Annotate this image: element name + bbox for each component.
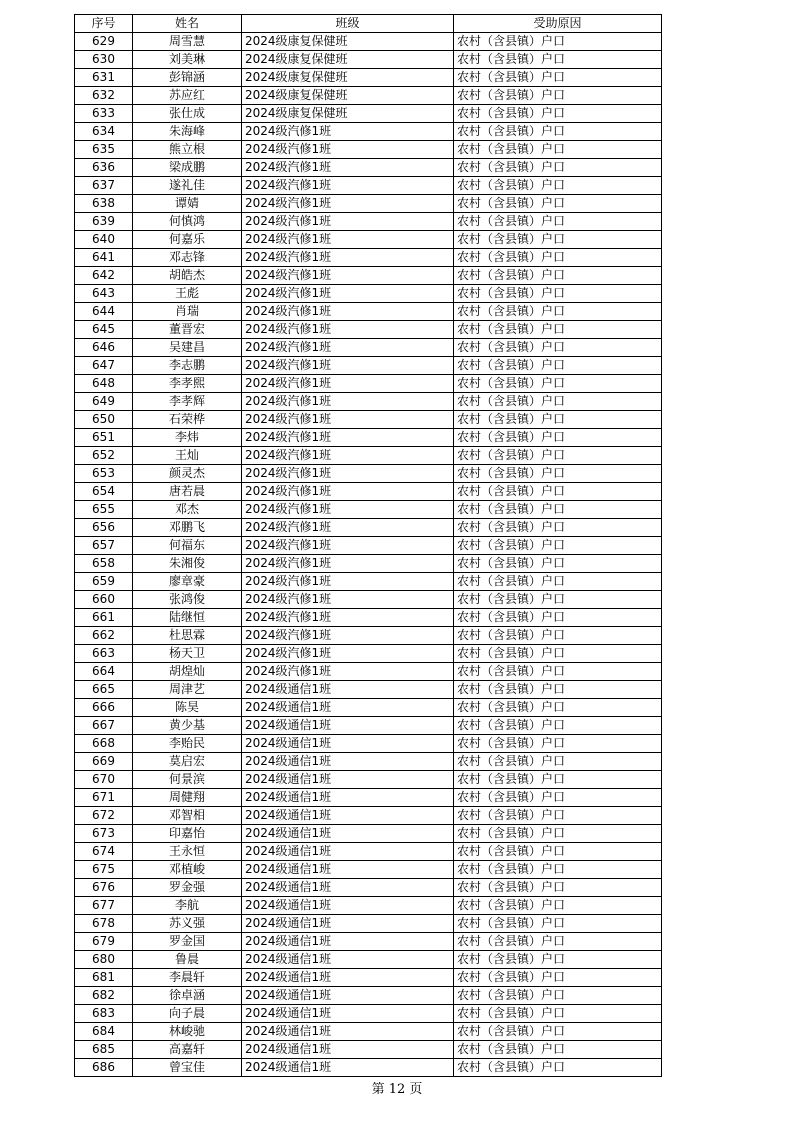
aid-reason-cell: 农村（含县镇）户口: [454, 951, 662, 969]
serial-number-cell: 643: [75, 285, 133, 303]
serial-number-cell: 662: [75, 627, 133, 645]
table-row: [75, 627, 662, 645]
serial-number-cell: 675: [75, 861, 133, 879]
aid-reason-cell: 农村（含县镇）户口: [454, 177, 662, 195]
table-row: [75, 807, 662, 825]
table-row: [75, 681, 662, 699]
serial-number-cell: 681: [75, 969, 133, 987]
aid-reason-cell: 农村（含县镇）户口: [454, 429, 662, 447]
table-row: [75, 375, 662, 393]
class-cell: 2024级通信1班: [242, 753, 454, 771]
class-cell: 2024级通信1班: [242, 987, 454, 1005]
aid-reason-cell: 农村（含县镇）户口: [454, 1041, 662, 1059]
table-row: [75, 285, 662, 303]
name-cell: 邓杰: [133, 501, 242, 519]
class-cell: 2024级汽修1班: [242, 285, 454, 303]
class-cell: 2024级康复保健班: [242, 51, 454, 69]
table-row: [75, 465, 662, 483]
name-cell: 邓鹏飞: [133, 519, 242, 537]
serial-number-cell: 677: [75, 897, 133, 915]
serial-number-cell: 639: [75, 213, 133, 231]
name-cell: 杜思霖: [133, 627, 242, 645]
class-cell: 2024级汽修1班: [242, 483, 454, 501]
name-cell: 邓志锋: [133, 249, 242, 267]
table-row: [75, 717, 662, 735]
name-cell: 曾宝佳: [133, 1059, 242, 1077]
aid-reason-cell: 农村（含县镇）户口: [454, 591, 662, 609]
table-row: [75, 195, 662, 213]
table-row: [75, 1041, 662, 1059]
name-cell: 彭锦涵: [133, 69, 242, 87]
aid-reason-cell: 农村（含县镇）户口: [454, 321, 662, 339]
name-cell: 唐若晨: [133, 483, 242, 501]
serial-number-cell: 673: [75, 825, 133, 843]
table-row: [75, 87, 662, 105]
aid-reason-cell: 农村（含县镇）户口: [454, 393, 662, 411]
table-row: [75, 771, 662, 789]
name-cell: 王永恒: [133, 843, 242, 861]
aid-reason-cell: 农村（含县镇）户口: [454, 645, 662, 663]
class-cell: 2024级汽修1班: [242, 375, 454, 393]
table-row: [75, 915, 662, 933]
aid-reason-cell: 农村（含县镇）户口: [454, 249, 662, 267]
table-row: [75, 1059, 662, 1077]
table-row: [75, 879, 662, 897]
aid-reason-cell: 农村（含县镇）户口: [454, 663, 662, 681]
serial-number-cell: 668: [75, 735, 133, 753]
table-row: [75, 159, 662, 177]
class-cell: 2024级汽修1班: [242, 339, 454, 357]
name-cell: 王灿: [133, 447, 242, 465]
serial-number-cell: 684: [75, 1023, 133, 1041]
aid-reason-cell: 农村（含县镇）户口: [454, 627, 662, 645]
name-cell: 遂礼佳: [133, 177, 242, 195]
table-row: [75, 429, 662, 447]
serial-number-cell: 654: [75, 483, 133, 501]
class-cell: 2024级汽修1班: [242, 267, 454, 285]
name-cell: 周健翔: [133, 789, 242, 807]
aid-reason-cell: 农村（含县镇）户口: [454, 195, 662, 213]
aid-reason-cell: 农村（含县镇）户口: [454, 33, 662, 51]
name-cell: 廖章豪: [133, 573, 242, 591]
name-cell: 周雪慧: [133, 33, 242, 51]
serial-number-cell: 637: [75, 177, 133, 195]
aid-reason-cell: 农村（含县镇）户口: [454, 717, 662, 735]
name-cell: 刘美琳: [133, 51, 242, 69]
serial-number-cell: 686: [75, 1059, 133, 1077]
name-cell: 邓智相: [133, 807, 242, 825]
table-row: [75, 447, 662, 465]
serial-number-cell: 670: [75, 771, 133, 789]
table-row: [75, 987, 662, 1005]
aid-reason-cell: 农村（含县镇）户口: [454, 933, 662, 951]
aid-reason-cell: 农村（含县镇）户口: [454, 609, 662, 627]
name-cell: 董晋宏: [133, 321, 242, 339]
class-cell: 2024级汽修1班: [242, 321, 454, 339]
table-row: [75, 501, 662, 519]
class-cell: 2024级汽修1班: [242, 447, 454, 465]
table-row: [75, 321, 662, 339]
class-cell: 2024级通信1班: [242, 1023, 454, 1041]
name-cell: 李炜: [133, 429, 242, 447]
name-cell: 李孝熙: [133, 375, 242, 393]
table-row: [75, 825, 662, 843]
aid-reason-cell: 农村（含县镇）户口: [454, 69, 662, 87]
serial-number-cell: 661: [75, 609, 133, 627]
aid-reason-cell: 农村（含县镇）户口: [454, 447, 662, 465]
class-cell: 2024级康复保健班: [242, 105, 454, 123]
name-cell: 徐卓涵: [133, 987, 242, 1005]
name-cell: 李贻民: [133, 735, 242, 753]
aid-reason-cell: 农村（含县镇）户口: [454, 267, 662, 285]
aid-reason-cell: 农村（含县镇）户口: [454, 753, 662, 771]
table-row: [75, 69, 662, 87]
table-row: [75, 897, 662, 915]
aid-reason-cell: 农村（含县镇）户口: [454, 735, 662, 753]
serial-number-cell: 652: [75, 447, 133, 465]
serial-number-cell: 665: [75, 681, 133, 699]
aid-reason-cell: 农村（含县镇）户口: [454, 1005, 662, 1023]
class-cell: 2024级通信1班: [242, 861, 454, 879]
table-row: [75, 123, 662, 141]
table-row: [75, 339, 662, 357]
aid-reason-cell: 农村（含县镇）户口: [454, 141, 662, 159]
aid-reason-cell: 农村（含县镇）户口: [454, 573, 662, 591]
table-row: [75, 519, 662, 537]
aid-reason-cell: 农村（含县镇）户口: [454, 807, 662, 825]
serial-number-cell: 672: [75, 807, 133, 825]
class-cell: 2024级通信1班: [242, 789, 454, 807]
serial-number-cell: 678: [75, 915, 133, 933]
serial-number-cell: 651: [75, 429, 133, 447]
table-row: [75, 393, 662, 411]
table-row: [75, 267, 662, 285]
class-cell: 2024级汽修1班: [242, 627, 454, 645]
aid-reason-cell: 农村（含县镇）户口: [454, 51, 662, 69]
class-cell: 2024级通信1班: [242, 807, 454, 825]
header-serial-number: 序号: [75, 15, 133, 33]
serial-number-cell: 676: [75, 879, 133, 897]
table-row: [75, 51, 662, 69]
table-row: [75, 231, 662, 249]
serial-number-cell: 663: [75, 645, 133, 663]
table-row: [75, 735, 662, 753]
table-row: [75, 933, 662, 951]
table-row: [75, 969, 662, 987]
header-name: 姓名: [133, 15, 242, 33]
serial-number-cell: 653: [75, 465, 133, 483]
serial-number-cell: 660: [75, 591, 133, 609]
class-cell: 2024级通信1班: [242, 843, 454, 861]
table-row: [75, 213, 662, 231]
class-cell: 2024级通信1班: [242, 735, 454, 753]
class-cell: 2024级通信1班: [242, 681, 454, 699]
serial-number-cell: 650: [75, 411, 133, 429]
serial-number-cell: 667: [75, 717, 133, 735]
name-cell: 莫启宏: [133, 753, 242, 771]
aid-reason-cell: 农村（含县镇）户口: [454, 555, 662, 573]
page-number: 第 12 页: [371, 1082, 423, 1097]
aid-reason-cell: 农村（含县镇）户口: [454, 339, 662, 357]
class-cell: 2024级汽修1班: [242, 429, 454, 447]
table-row: [75, 663, 662, 681]
aid-reason-cell: 农村（含县镇）户口: [454, 411, 662, 429]
name-cell: 杨天卫: [133, 645, 242, 663]
table-row: [75, 699, 662, 717]
table-row: [75, 537, 662, 555]
serial-number-cell: 649: [75, 393, 133, 411]
serial-number-cell: 646: [75, 339, 133, 357]
serial-number-cell: 641: [75, 249, 133, 267]
name-cell: 胡皓杰: [133, 267, 242, 285]
serial-number-cell: 633: [75, 105, 133, 123]
serial-number-cell: 669: [75, 753, 133, 771]
class-cell: 2024级汽修1班: [242, 123, 454, 141]
name-cell: 胡煌灿: [133, 663, 242, 681]
class-cell: 2024级汽修1班: [242, 195, 454, 213]
class-cell: 2024级通信1班: [242, 825, 454, 843]
name-cell: 林峻驰: [133, 1023, 242, 1041]
class-cell: 2024级通信1班: [242, 897, 454, 915]
aid-reason-cell: 农村（含县镇）户口: [454, 87, 662, 105]
aid-reason-cell: 农村（含县镇）户口: [454, 285, 662, 303]
serial-number-cell: 634: [75, 123, 133, 141]
class-cell: 2024级汽修1班: [242, 465, 454, 483]
class-cell: 2024级通信1班: [242, 969, 454, 987]
aid-reason-cell: 农村（含县镇）户口: [454, 843, 662, 861]
aid-reason-cell: 农村（含县镇）户口: [454, 123, 662, 141]
name-cell: 颜灵杰: [133, 465, 242, 483]
aid-reason-cell: 农村（含县镇）户口: [454, 987, 662, 1005]
serial-number-cell: 647: [75, 357, 133, 375]
serial-number-cell: 640: [75, 231, 133, 249]
serial-number-cell: 636: [75, 159, 133, 177]
class-cell: 2024级通信1班: [242, 1041, 454, 1059]
aid-reason-cell: 农村（含县镇）户口: [454, 231, 662, 249]
class-cell: 2024级汽修1班: [242, 519, 454, 537]
name-cell: 高嘉轩: [133, 1041, 242, 1059]
table-row: [75, 411, 662, 429]
aid-reason-cell: 农村（含县镇）户口: [454, 789, 662, 807]
serial-number-cell: 635: [75, 141, 133, 159]
name-cell: 李志鹏: [133, 357, 242, 375]
serial-number-cell: 629: [75, 33, 133, 51]
name-cell: 李晨轩: [133, 969, 242, 987]
serial-number-cell: 642: [75, 267, 133, 285]
class-cell: 2024级汽修1班: [242, 213, 454, 231]
header-aid-reason: 受助原因: [454, 15, 662, 33]
aid-reason-cell: 农村（含县镇）户口: [454, 915, 662, 933]
name-cell: 印嘉怡: [133, 825, 242, 843]
table-row: [75, 33, 662, 51]
name-cell: 向子晨: [133, 1005, 242, 1023]
table-row: [75, 249, 662, 267]
aid-reason-cell: 农村（含县镇）户口: [454, 105, 662, 123]
student-aid-table: [74, 14, 662, 1077]
name-cell: 李航: [133, 897, 242, 915]
class-cell: 2024级通信1班: [242, 951, 454, 969]
serial-number-cell: 632: [75, 87, 133, 105]
name-cell: 张仕成: [133, 105, 242, 123]
aid-reason-cell: 农村（含县镇）户口: [454, 681, 662, 699]
table-row: [75, 177, 662, 195]
class-cell: 2024级汽修1班: [242, 537, 454, 555]
aid-reason-cell: 农村（含县镇）户口: [454, 375, 662, 393]
aid-reason-cell: 农村（含县镇）户口: [454, 699, 662, 717]
table-row: [75, 1023, 662, 1041]
serial-number-cell: 682: [75, 987, 133, 1005]
aid-reason-cell: 农村（含县镇）户口: [454, 159, 662, 177]
serial-number-cell: 664: [75, 663, 133, 681]
class-cell: 2024级汽修1班: [242, 501, 454, 519]
serial-number-cell: 630: [75, 51, 133, 69]
class-cell: 2024级通信1班: [242, 771, 454, 789]
class-cell: 2024级汽修1班: [242, 411, 454, 429]
name-cell: 李孝辉: [133, 393, 242, 411]
table-row: [75, 357, 662, 375]
serial-number-cell: 655: [75, 501, 133, 519]
aid-reason-cell: 农村（含县镇）户口: [454, 483, 662, 501]
name-cell: 肖瑞: [133, 303, 242, 321]
table-row: [75, 861, 662, 879]
table-row: [75, 951, 662, 969]
serial-number-cell: 657: [75, 537, 133, 555]
name-cell: 何福东: [133, 537, 242, 555]
serial-number-cell: 674: [75, 843, 133, 861]
table-row: [75, 609, 662, 627]
table-body: [75, 33, 662, 1077]
name-cell: 何景滨: [133, 771, 242, 789]
table-row: [75, 753, 662, 771]
serial-number-cell: 683: [75, 1005, 133, 1023]
aid-reason-cell: 农村（含县镇）户口: [454, 213, 662, 231]
name-cell: 何慎鸿: [133, 213, 242, 231]
class-cell: 2024级汽修1班: [242, 231, 454, 249]
class-cell: 2024级汽修1班: [242, 573, 454, 591]
class-cell: 2024级康复保健班: [242, 69, 454, 87]
aid-reason-cell: 农村（含县镇）户口: [454, 1059, 662, 1077]
class-cell: 2024级通信1班: [242, 1005, 454, 1023]
class-cell: 2024级汽修1班: [242, 249, 454, 267]
table-row: [75, 591, 662, 609]
aid-reason-cell: 农村（含县镇）户口: [454, 303, 662, 321]
serial-number-cell: 648: [75, 375, 133, 393]
name-cell: 梁成鹏: [133, 159, 242, 177]
serial-number-cell: 666: [75, 699, 133, 717]
table-row: [75, 303, 662, 321]
table-row: [75, 573, 662, 591]
aid-reason-cell: 农村（含县镇）户口: [454, 1023, 662, 1041]
serial-number-cell: 680: [75, 951, 133, 969]
name-cell: 张鸿俊: [133, 591, 242, 609]
class-cell: 2024级汽修1班: [242, 357, 454, 375]
serial-number-cell: 659: [75, 573, 133, 591]
aid-reason-cell: 农村（含县镇）户口: [454, 465, 662, 483]
table-row: [75, 645, 662, 663]
aid-reason-cell: 农村（含县镇）户口: [454, 861, 662, 879]
class-cell: 2024级汽修1班: [242, 141, 454, 159]
name-cell: 朱海峰: [133, 123, 242, 141]
name-cell: 吴建昌: [133, 339, 242, 357]
aid-reason-cell: 农村（含县镇）户口: [454, 825, 662, 843]
serial-number-cell: 671: [75, 789, 133, 807]
table-row: [75, 105, 662, 123]
class-cell: 2024级汽修1班: [242, 609, 454, 627]
serial-number-cell: 679: [75, 933, 133, 951]
table-row: [75, 555, 662, 573]
serial-number-cell: 644: [75, 303, 133, 321]
class-cell: 2024级通信1班: [242, 915, 454, 933]
class-cell: 2024级汽修1班: [242, 159, 454, 177]
class-cell: 2024级康复保健班: [242, 87, 454, 105]
serial-number-cell: 631: [75, 69, 133, 87]
serial-number-cell: 658: [75, 555, 133, 573]
aid-reason-cell: 农村（含县镇）户口: [454, 879, 662, 897]
class-cell: 2024级汽修1班: [242, 591, 454, 609]
name-cell: 罗金强: [133, 879, 242, 897]
class-cell: 2024级汽修1班: [242, 645, 454, 663]
name-cell: 邓植峻: [133, 861, 242, 879]
serial-number-cell: 645: [75, 321, 133, 339]
name-cell: 罗金国: [133, 933, 242, 951]
class-cell: 2024级康复保健班: [242, 33, 454, 51]
class-cell: 2024级通信1班: [242, 699, 454, 717]
name-cell: 熊立根: [133, 141, 242, 159]
name-cell: 周津艺: [133, 681, 242, 699]
name-cell: 陈昊: [133, 699, 242, 717]
table-row: [75, 789, 662, 807]
class-cell: 2024级汽修1班: [242, 177, 454, 195]
name-cell: 谭婧: [133, 195, 242, 213]
table-row: [75, 141, 662, 159]
name-cell: 黄少基: [133, 717, 242, 735]
aid-reason-cell: 农村（含县镇）户口: [454, 771, 662, 789]
name-cell: 苏义强: [133, 915, 242, 933]
name-cell: 朱湘俊: [133, 555, 242, 573]
class-cell: 2024级汽修1班: [242, 663, 454, 681]
class-cell: 2024级汽修1班: [242, 393, 454, 411]
class-cell: 2024级通信1班: [242, 879, 454, 897]
serial-number-cell: 656: [75, 519, 133, 537]
name-cell: 王彪: [133, 285, 242, 303]
table-row: [75, 483, 662, 501]
class-cell: 2024级通信1班: [242, 933, 454, 951]
aid-reason-cell: 农村（含县镇）户口: [454, 897, 662, 915]
name-cell: 苏应红: [133, 87, 242, 105]
name-cell: 鲁晨: [133, 951, 242, 969]
table-row: [75, 1005, 662, 1023]
serial-number-cell: 638: [75, 195, 133, 213]
name-cell: 陆继恒: [133, 609, 242, 627]
name-cell: 石荣桦: [133, 411, 242, 429]
aid-reason-cell: 农村（含县镇）户口: [454, 519, 662, 537]
class-cell: 2024级汽修1班: [242, 555, 454, 573]
class-cell: 2024级汽修1班: [242, 303, 454, 321]
table-row: [75, 843, 662, 861]
aid-reason-cell: 农村（含县镇）户口: [454, 537, 662, 555]
class-cell: 2024级通信1班: [242, 1059, 454, 1077]
aid-reason-cell: 农村（含县镇）户口: [454, 501, 662, 519]
name-cell: 何嘉乐: [133, 231, 242, 249]
aid-reason-cell: 农村（含县镇）户口: [454, 357, 662, 375]
table-header-row: [75, 15, 662, 33]
serial-number-cell: 685: [75, 1041, 133, 1059]
class-cell: 2024级通信1班: [242, 717, 454, 735]
header-class: 班级: [242, 15, 454, 33]
aid-reason-cell: 农村（含县镇）户口: [454, 969, 662, 987]
